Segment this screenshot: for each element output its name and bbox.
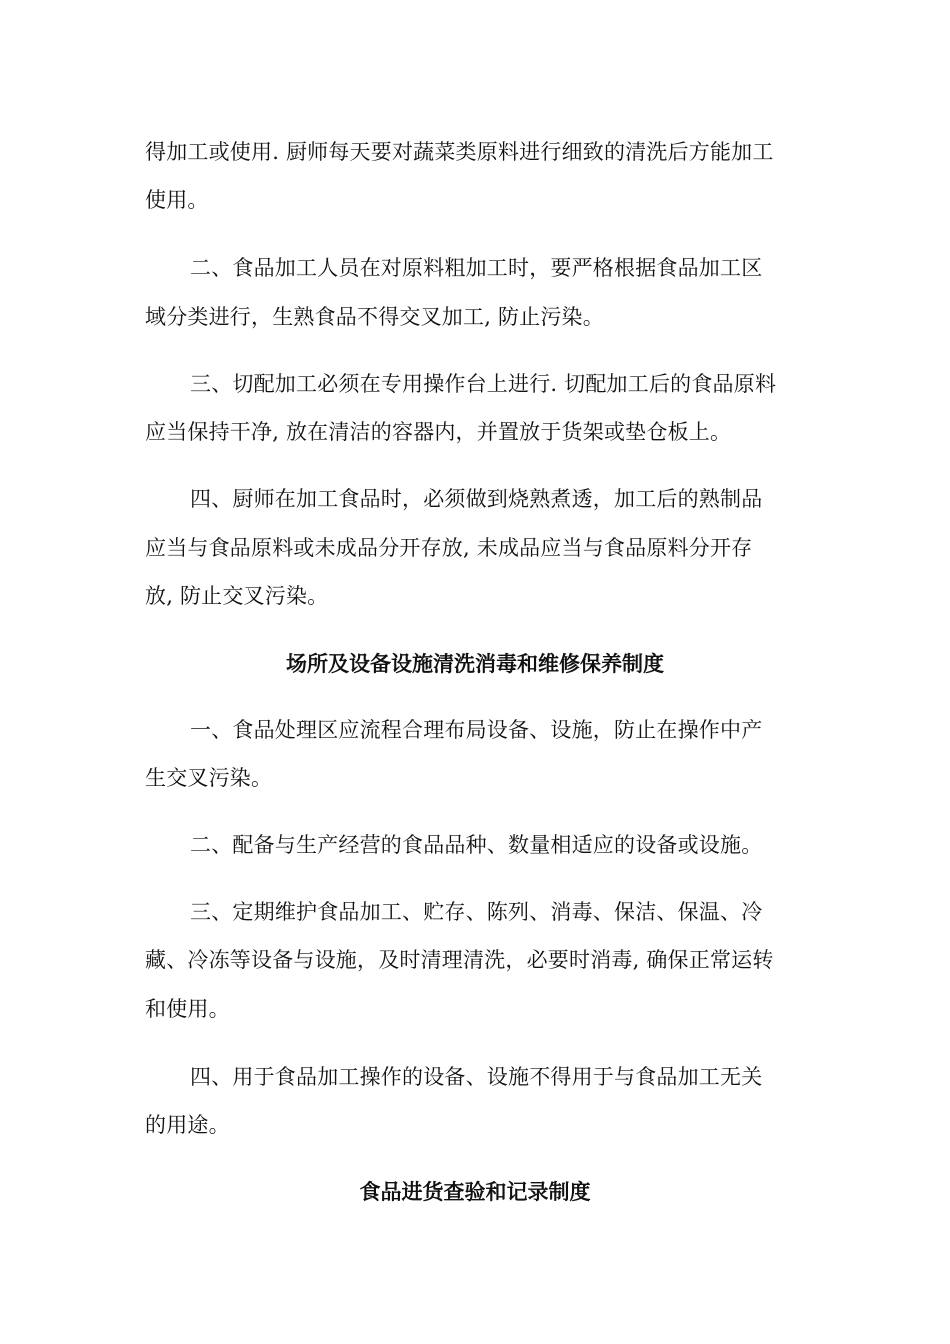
paragraph-line: 放, 防止交叉污染。 <box>145 584 329 608</box>
paragraph-line: 使用。 <box>145 188 209 212</box>
paragraph-line: 一、食品处理区应流程合理布局设备、设施，防止在操作中产 <box>190 718 763 742</box>
paragraph-line: 应当与食品原料或未成品分开存放, 未成品应当与食品原料分开存 <box>145 536 753 560</box>
paragraph-line: 四、用于食品加工操作的设备、设施不得用于与食品加工无关 <box>190 1065 763 1089</box>
paragraph-line: 的用途。 <box>145 1113 230 1137</box>
paragraph-line: 和使用。 <box>145 997 230 1021</box>
section-title: 场所及设备设施清洗消毒和维修保养制度 <box>286 652 664 676</box>
paragraph-line: 二、食品加工人员在对原料粗加工时，要严格根据食品加工区 <box>190 256 763 280</box>
paragraph-line: 四、厨师在加工食品时，必须做到烧熟煮透，加工后的熟制品 <box>190 487 763 511</box>
paragraph-line: 域分类进行，生熟食品不得交叉加工, 防止污染。 <box>145 305 604 329</box>
paragraph-line: 应当保持干净, 放在清洁的容器内，并置放于货架或垫仓板上。 <box>145 420 732 444</box>
paragraph-line: 三、切配加工必须在专用操作台上进行. 切配加工后的食品原料 <box>190 372 777 396</box>
paragraph-line: 二、配备与生产经营的食品品种、数量相适应的设备或设施。 <box>190 833 763 857</box>
paragraph-line: 三、定期维护食品加工、贮存、陈列、消毒、保洁、保温、冷 <box>190 900 763 924</box>
section-title: 食品进货查验和记录制度 <box>359 1180 591 1204</box>
paragraph-line: 生交叉污染。 <box>145 766 273 790</box>
paragraph-line: 得加工或使用. 厨师每天要对蔬菜类原料进行细致的清洗后方能加工 <box>145 140 774 164</box>
paragraph-line: 藏、冷冻等设备与设施，及时清理清洗，必要时消毒, 确保正常运转 <box>145 948 774 972</box>
